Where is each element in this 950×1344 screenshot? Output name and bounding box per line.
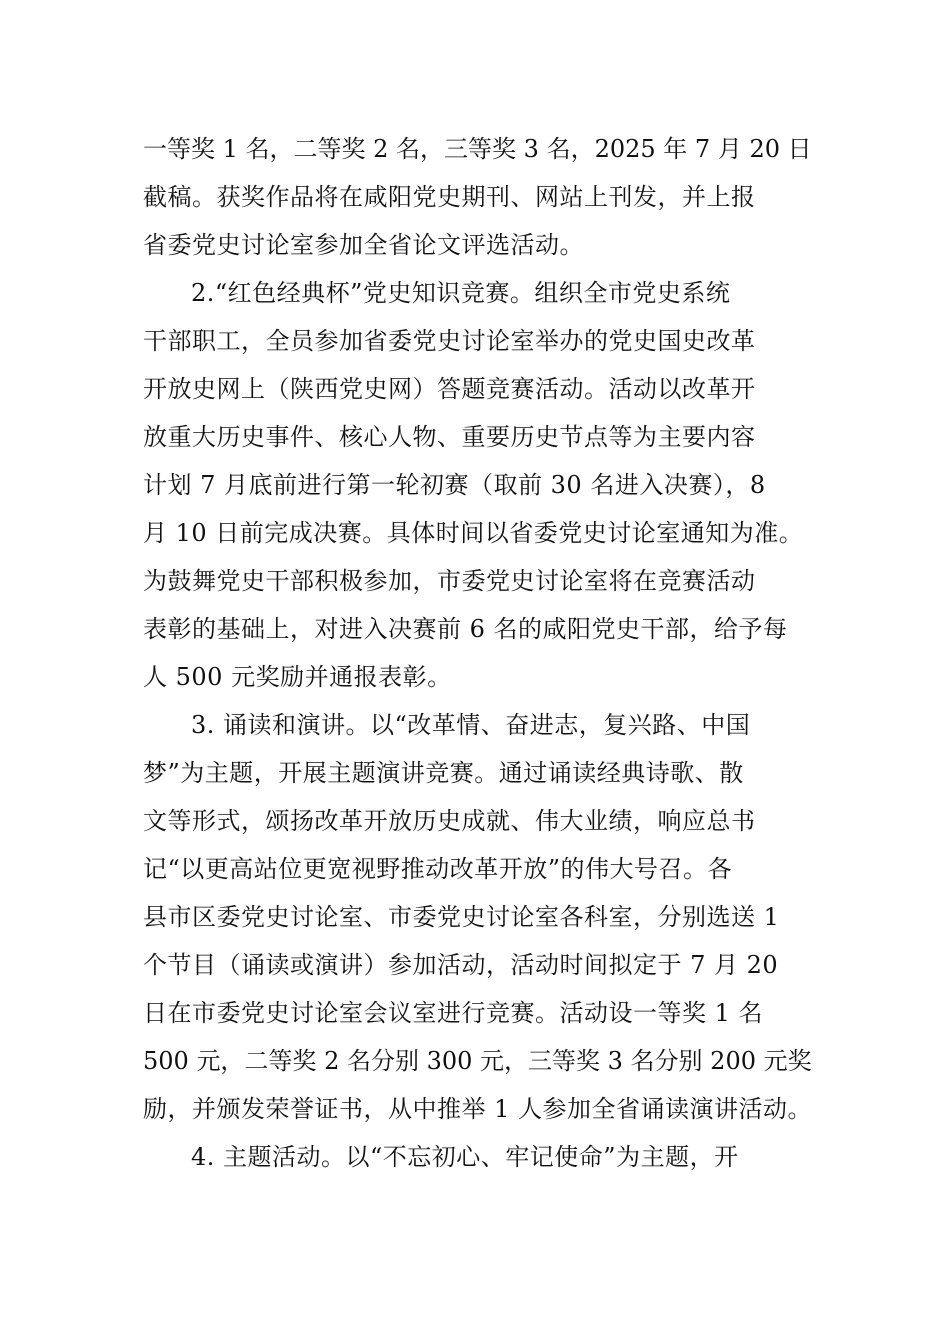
paragraph-line: 计划 7 月底前进行第一轮初赛（取前 30 名进入决赛），8 [143, 471, 766, 499]
paragraph-line: 一等奖 1 名，二等奖 2 名，三等奖 3 名，2025 年 7 月 20 日 [143, 135, 812, 163]
paragraph-line: 人 500 元奖励并通报表彰。 [143, 663, 452, 691]
paragraph-line: 2.“红色经典杯”党史知识竞赛。组织全市党史系统 [191, 279, 731, 307]
paragraph-line: 省委党史讨论室参加全省论文评选活动。 [143, 231, 584, 259]
paragraph-line: 放重大历史事件、核心人物、重要历史节点等为主要内容 [143, 423, 756, 451]
paragraph-line: 县市区委党史讨论室、市委党史讨论室各科室，分别选送 1 [143, 903, 780, 931]
paragraph-line: 表彰的基础上，对进入决赛前 6 名的咸阳党史干部，给予每 [143, 615, 788, 643]
paragraph-line: 日在市委党史讨论室会议室进行竞赛。活动设一等奖 1 名 [143, 999, 764, 1027]
paragraph-line: 开放史网上（陕西党史网）答题竞赛活动。活动以改革开 [143, 375, 756, 403]
paragraph-line: 个节目（诵读或演讲）参加活动，活动时间拟定于 7 月 20 [143, 951, 779, 979]
paragraph-line: 4. 主题活动。以“不忘初心、牢记使命”为主题，开 [191, 1143, 739, 1171]
paragraph-line: 文等形式，颂扬改革开放历史成就、伟大业绩，响应总书 [143, 807, 756, 835]
paragraph-line: 为鼓舞党史干部积极参加，市委党史讨论室将在竞赛活动 [143, 567, 756, 595]
paragraph-line: 干部职工，全员参加省委党史讨论室举办的党史国史改革 [143, 327, 756, 355]
paragraph-line: 3. 诵读和演讲。以“改革情、奋进志，复兴路、中国 [191, 711, 751, 739]
paragraph-line: 记“以更高站位更宽视野推动改革开放”的伟大号召。各 [143, 855, 733, 883]
paragraph-line: 梦”为主题，开展主题演讲竞赛。通过诵读经典诗歌、散 [143, 759, 744, 787]
paragraph-line: 截稿。获奖作品将在咸阳党史期刊、网站上刊发，并上报 [143, 183, 756, 211]
paragraph-line: 月 10 日前完成决赛。具体时间以省委党史讨论室通知为准。 [143, 519, 804, 547]
paragraph-line: 励，并颁发荣誉证书，从中推举 1 人参加全省诵读演讲活动。 [143, 1095, 813, 1123]
paragraph-line: 500 元，二等奖 2 名分别 300 元，三等奖 3 名分别 200 元奖 [143, 1047, 812, 1075]
